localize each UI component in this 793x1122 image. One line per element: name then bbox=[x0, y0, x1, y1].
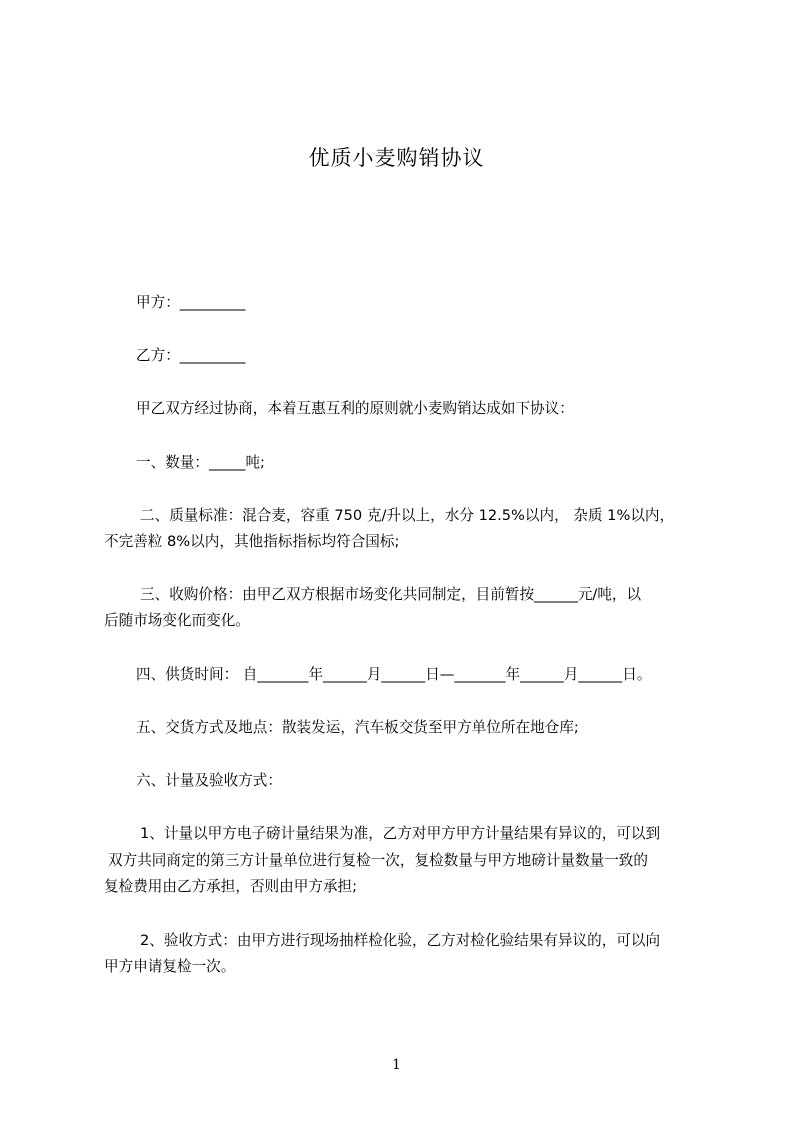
clause-price-line-2: 后随市场变化而变化。 bbox=[104, 612, 250, 629]
clause-quantity: 一、数量：_____吨; bbox=[136, 454, 265, 471]
sub-clause-1-line-3: 复检费用由乙方承担，否则由甲方承担; bbox=[104, 878, 358, 895]
clause-supply-time: 四、供货时间： 自_______年______月______日—_______年______月______日。 bbox=[136, 666, 652, 683]
clause-quality-line-1: 二、质量标准：混合麦，容重 750 克/升以上，水分 12.5%以内， 杂质 1%以内， bbox=[140, 507, 675, 524]
intro-paragraph: 甲乙双方经过协商，本着互惠互利的原则就小麦购销达成如下协议： bbox=[136, 400, 574, 417]
sub-clause-2-line-2: 甲方申请复检一次。 bbox=[104, 958, 236, 975]
sub-clause-2-line-1: 2、验收方式：由甲方进行现场抽样检化验，乙方对检化验结果有异议的，可以向 bbox=[140, 932, 661, 949]
clause-measurement-heading: 六、计量及验收方式： bbox=[136, 772, 282, 789]
sub-clause-1-line-2: 双方共同商定的第三方计量单位进行复检一次，复检数量与甲方地磅计量数量一致的 bbox=[108, 852, 648, 869]
document-title: 优质小麦购销协议 bbox=[308, 146, 485, 170]
sub-clause-1-line-1: 1、计量以甲方电子磅计量结果为准，乙方对甲方甲方计量结果有异议的，可以到 bbox=[140, 825, 661, 842]
clause-price-line-1: 三、收购价格：由甲乙双方根据市场变化共同制定，目前暂按______元/吨，以 bbox=[140, 586, 642, 603]
party-a-line: 甲方：_________ bbox=[136, 294, 246, 311]
clause-quality-line-2: 不完善粒 8%以内，其他指标指标均符合国标; bbox=[104, 533, 400, 550]
clause-delivery: 五、交货方式及地点：散装发运，汽车板交货至甲方单位所在地仓库; bbox=[136, 719, 579, 736]
party-b-line: 乙方：_________ bbox=[136, 347, 246, 364]
page-number: 1 bbox=[392, 1057, 401, 1073]
